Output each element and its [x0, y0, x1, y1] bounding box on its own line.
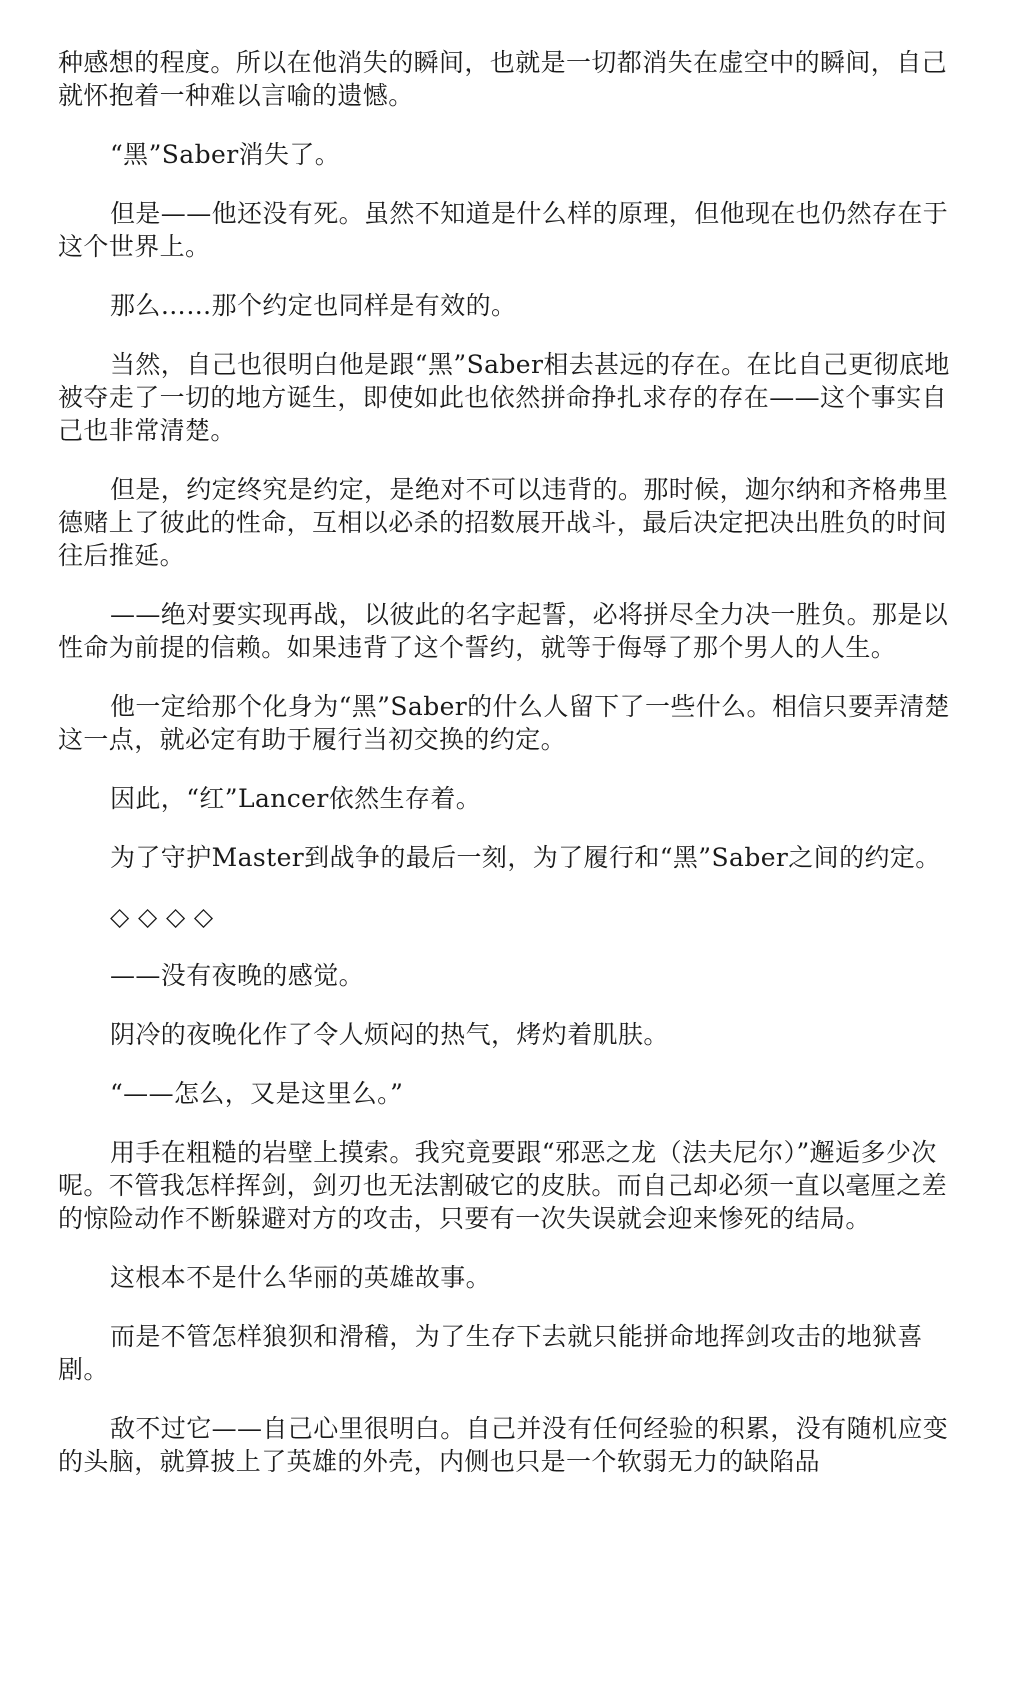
paragraph: 而是不管怎样狼狈和滑稽，为了生存下去就只能拼命地挥剑攻击的地狱喜剧。	[58, 1322, 923, 1384]
paragraph: 那么……那个约定也同样是有效的。	[110, 291, 517, 320]
paragraph: 因此，“红”Lancer依然生存着。	[110, 784, 482, 813]
paragraph: 种感想的程度。所以在他消失的瞬间，也就是一切都消失在虚空中的瞬间，自己就怀抱着一种难以言喻的遗憾。	[58, 48, 948, 110]
paragraph: 敌不过它——自己心里很明白。自己并没有任何经验的积累，没有随机应变的头脑，就算披上了英雄的外壳，内侧也只是一个软弱无力的缺陷品	[58, 1414, 949, 1476]
paragraph: 为了守护Master到战争的最后一刻，为了履行和“黑”Saber之间的约定。	[110, 843, 941, 872]
paragraph: 但是，约定终究是约定，是绝对不可以违背的。那时候，迦尔纳和齐格弗里德赌上了彼此的性命，互相以必杀的招数展开战斗，最后决定把决出胜负的时间往后推延。	[58, 475, 949, 570]
paragraph: 但是——他还没有死。虽然不知道是什么样的原理，但他现在也仍然存在于这个世界上。	[58, 199, 949, 261]
paragraph: 用手在粗糙的岩壁上摸索。我究竟要跟“邪恶之龙（法夫尼尔）”邂逅多少次呢。不管我怎样挥剑，剑刃也无法割破它的皮肤。而自己却必须一直以毫厘之差的惊险动作不断躲避对方的攻击，只要有一次失误就会迎来惨死的结局。	[58, 1138, 948, 1233]
section-divider: ◇ ◇ ◇ ◇	[110, 902, 214, 931]
paragraph: “——怎么，又是这里么。”	[110, 1079, 404, 1108]
paragraph: 当然，自己也很明白他是跟“黑”Saber相去甚远的存在。在比自己更彻底地被夺走了一切的地方诞生，即使如此也依然拼命挣扎求存的存在——这个事实自己也非常清楚。	[58, 350, 950, 445]
paragraph: 他一定给那个化身为“黑”Saber的什么人留下了一些什么。相信只要弄清楚这一点，就必定有助于履行当初交换的约定。	[58, 692, 950, 754]
paragraph: 阴冷的夜晚化作了令人烦闷的热气，烤灼着肌肤。	[110, 1020, 669, 1049]
paragraph: “黑”Saber消失了。	[110, 140, 341, 169]
paragraph: 这根本不是什么华丽的英雄故事。	[110, 1263, 492, 1292]
paragraph: ——绝对要实现再战，以彼此的名字起誓，必将拼尽全力决一胜负。那是以性命为前提的信赖。如果违背了这个誓约，就等于侮辱了那个男人的人生。	[58, 600, 949, 662]
paragraph: ——没有夜晚的感觉。	[110, 961, 365, 990]
